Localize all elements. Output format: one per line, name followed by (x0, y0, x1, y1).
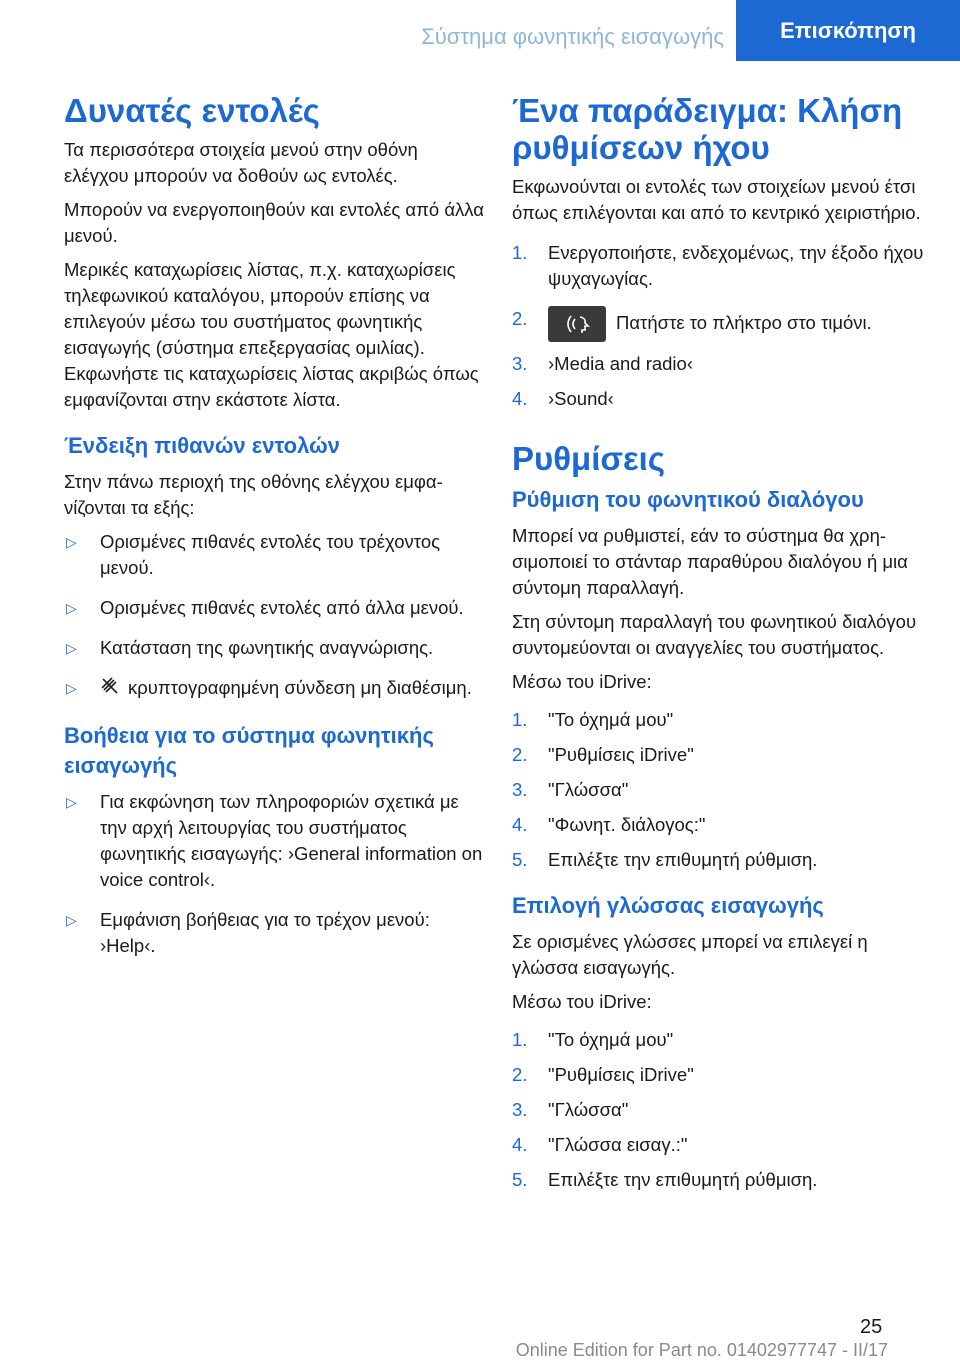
list-item: 5. Επιλέξτε την επιθυμητή ρύθμιση. (512, 1169, 818, 1190)
heading-settings: Ρυθμίσεις (512, 440, 665, 477)
paragraph: Μέσω του iDrive: (512, 991, 652, 1012)
bullet-list (64, 529, 484, 703)
list-item: ▷ Ορισμένες πιθανές εντολές του τρέχοντος μενού. (66, 531, 441, 578)
list-item: ▷ κρυπτογραφημένη σύνδεση μη διαθέσιμη. (64, 675, 484, 703)
list-item: ▷ Κατάσταση της φωνητικής αναγνώρισης. (64, 635, 484, 661)
triangle-bullet-icon: ▷ (66, 793, 77, 810)
list-item: 4. ›Sound‹ (512, 388, 614, 409)
paragraph: Μπορούν να ενεργοποιηθούν και εντολές από άλλα μενού. (64, 199, 484, 246)
list-item: 5. Επιλέξτε την επιθυμητή ρύθμιση. (512, 849, 818, 870)
page-number: 25 (860, 1316, 883, 1338)
list-item: 1. "Το όχημά μου" (512, 1029, 674, 1050)
triangle-bullet-icon: ▷ (66, 680, 77, 696)
list-item: ▷ Εμφάνιση βοήθειας για το τρέχον μενού: ›Help‹. (66, 908, 430, 956)
paragraph: Μέσω του iDrive: (512, 671, 652, 692)
list-item: ▷ Ορισμένες πιθανές εντολές από άλλα μενού. (64, 595, 484, 621)
page-header (0, 0, 960, 61)
bullet-list (64, 789, 484, 959)
triangle-bullet-icon: ▷ (66, 640, 77, 656)
list-item: 3. ›Media and radio‹ (512, 353, 693, 374)
heading-possible-commands: Δυνατές εντολές (64, 92, 320, 129)
heading-help: Βοήθεια για το σύστημα φωνητικής εισαγωγής (64, 722, 434, 778)
list-item: 2. "Ρυθμίσεις iDrive" (512, 1064, 694, 1085)
list-item: 1. Ενεργοποιήστε, ενδεχομένως, την έξοδο ήχου ψυχαγωγίας. (512, 242, 924, 289)
left-column (64, 92, 484, 973)
steps-list (512, 240, 932, 412)
paragraph: Σε ορισμένες γλώσσες μπορεί να επιλεγεί η γλώσσα εισαγωγής. (512, 931, 868, 978)
paragraph: Στην πάνω περιοχή της οθόνης ελέγχου εμφανίζονται τα εξής: (64, 471, 443, 518)
list-item: 3. "Γλώσσα" (512, 779, 629, 800)
list-item: 3. "Γλώσσα" (512, 1099, 629, 1120)
paragraph: Εκφωνούνται οι εντολές των στοιχείων μενού έτσι όπως επιλέγονται και από το κεντρικό χειριστήριο. (512, 176, 921, 223)
list-item: 2. Πατήστε το πλήκτρο στο τιμόνι. (512, 306, 932, 342)
paragraph: Στη σύντομη παραλλαγή του φωνητικού διαλόγου συντομεύονται οι αναγγελίες του συστήματος. (512, 611, 917, 658)
paragraph: Μερικές καταχωρίσεις λίστας, π.χ. καταχωρίσεις τηλεφωνικού καταλόγου, μπορούν επίσης να επιλεγούν μέσω του συστήματος φωνητικής εισαγωγής (σύστημα επεξεργασίας ομιλίας). Εκφωνήστε τις καταχωρίσεις λίστας ακριβώς όπως εμφανίζονται στην εκάστοτε λίστα. (64, 259, 479, 410)
heading-command-display: Ένδειξη πιθανών εντολών (64, 433, 340, 458)
list-item: ▷ Για εκφώνηση των πληροφοριών σχετικά με την αρχή λειτουργίας του συστήματος φωνητικής εισαγωγής: ›General information on voice control‹. (66, 790, 483, 890)
list-item: 2. "Ρυθμίσεις iDrive" (512, 744, 694, 765)
right-column (512, 92, 932, 1202)
steps-list (512, 1027, 932, 1193)
tab-overview[interactable]: Επισκόπηση (736, 0, 960, 61)
heading-example: Ένα παράδειγμα: Κλήση ρυθμίσεων ήχου (512, 92, 903, 166)
section-title: Σύστημα φωνητικής εισαγωγής (421, 24, 724, 49)
paragraph: Τα περισσότερα στοιχεία μενού στην οθόνη ελέγχου μπορούν να δοθούν ως εντολές. (64, 139, 418, 186)
list-item: 4. "Γλώσσα εισαγ.:" (512, 1134, 688, 1155)
list-item: 1. "Το όχημά μου" (512, 709, 674, 730)
triangle-bullet-icon: ▷ (66, 534, 77, 550)
steps-list (512, 707, 932, 873)
triangle-bullet-icon: ▷ (66, 600, 77, 616)
footer-edition: Online Edition for Part no. 01402977747 - II/17 (515, 1340, 888, 1360)
voice-control-button-icon (548, 306, 606, 342)
list-item: 4. "Φωνητ. διάλογος:" (512, 814, 706, 835)
triangle-bullet-icon: ▷ (66, 911, 77, 928)
heading-dialog-setting: Ρύθμιση του φωνητικού διαλόγου (512, 487, 864, 512)
heading-input-language: Επιλογή γλώσσας εισαγωγής (512, 893, 824, 918)
no-encryption-icon (100, 676, 120, 703)
paragraph: Μπορεί να ρυθμιστεί, εάν το σύστημα θα χρησιμοποιεί το στάνταρ παραθύρου διαλόγου ή μια σύντομη παραλλαγή. (512, 525, 908, 598)
